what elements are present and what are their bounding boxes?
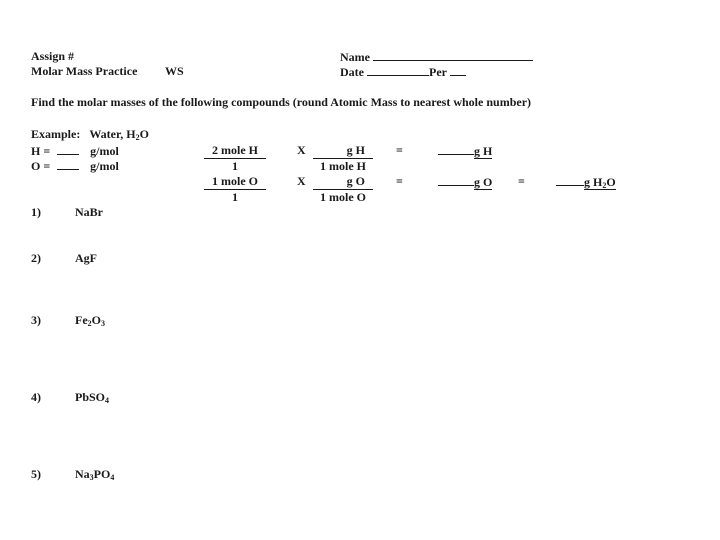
o-conversion-blank[interactable] xyxy=(321,174,347,185)
problem-number: 5) xyxy=(31,467,41,481)
date-field[interactable] xyxy=(340,64,466,80)
problem-item xyxy=(31,467,114,482)
problem-number: 2) xyxy=(31,251,41,265)
h-label: H = xyxy=(31,144,51,158)
example-o-row xyxy=(31,158,119,174)
h-mole-denominator: 1 xyxy=(232,159,238,173)
formula-text: Na xyxy=(75,467,90,481)
problem-formula xyxy=(75,251,97,265)
h-mole-fraction xyxy=(204,143,266,174)
problem-formula xyxy=(75,467,114,481)
formula-subscript: 4 xyxy=(110,473,115,482)
h-equals: = xyxy=(396,143,403,157)
assign-label: Assign # xyxy=(31,49,75,63)
o-unit: g/mol xyxy=(90,159,119,173)
problem-formula xyxy=(75,205,103,219)
problem-item xyxy=(31,205,103,220)
h-mole-numerator: 2 mole H xyxy=(204,143,266,159)
formula-text: AgF xyxy=(75,251,97,265)
example-compound-sub: 2 xyxy=(135,133,140,142)
name-label: Name xyxy=(340,50,370,64)
o-conversion-denominator: 1 mole O xyxy=(320,190,366,204)
problem-formula xyxy=(75,390,109,404)
problem-formula xyxy=(75,313,105,327)
example-compound-tail: O xyxy=(139,127,149,141)
o-label: O = xyxy=(31,159,51,173)
o-mole-fraction xyxy=(204,174,266,205)
h-result-blank[interactable] xyxy=(438,143,474,155)
example-compound-name: Water, H xyxy=(89,127,136,141)
date-blank[interactable] xyxy=(367,64,429,76)
o-equals: = xyxy=(396,174,403,188)
o-mole-numerator: 1 mole O xyxy=(204,174,266,190)
formula-text: NaBr xyxy=(75,205,103,219)
formula-text: O xyxy=(91,313,101,327)
formula-subscript: 3 xyxy=(101,319,105,328)
name-field[interactable] xyxy=(340,49,533,65)
example-word: Example: xyxy=(31,127,81,141)
h-result: g H xyxy=(438,143,492,159)
formula-subscript: 3 xyxy=(89,473,94,482)
o-conversion-numerator: g O xyxy=(313,174,373,190)
worksheet-title: Molar Mass Practice xyxy=(31,64,138,78)
problem-item xyxy=(31,313,105,328)
h-conversion-denominator: 1 mole H xyxy=(320,159,366,173)
o-mole-denominator: 1 xyxy=(232,190,238,204)
example-compound xyxy=(89,127,149,141)
final-result-blank[interactable] xyxy=(556,174,584,186)
h-unit: g/mol xyxy=(90,144,119,158)
o-times: X xyxy=(297,174,306,188)
example-h-row xyxy=(31,143,119,159)
problem-number: 1) xyxy=(31,205,41,219)
h-conversion-blank[interactable] xyxy=(321,143,347,154)
o-conversion-fraction xyxy=(313,174,373,205)
per-label: Per xyxy=(429,65,447,79)
o-mass-blank[interactable] xyxy=(57,158,79,170)
formula-text: Fe xyxy=(75,313,88,327)
h-times: X xyxy=(297,143,306,157)
name-blank[interactable] xyxy=(373,49,533,61)
ws-label: WS xyxy=(165,64,184,78)
instructions: Find the molar masses of the following compounds (round Atomic Mass to nearest whole number) xyxy=(31,95,532,109)
problem-number: 4) xyxy=(31,390,41,404)
h-mass-blank[interactable] xyxy=(57,143,79,155)
problem-item xyxy=(31,251,97,266)
final-result: g $H_2O$ xyxy=(556,174,616,190)
per-blank[interactable] xyxy=(450,64,466,76)
formula-text: PO xyxy=(93,467,111,481)
date-label: Date xyxy=(340,65,364,79)
h-conversion-numerator: g H xyxy=(313,143,373,159)
h-conversion-fraction xyxy=(313,143,373,174)
formula-subscript: 2 xyxy=(87,319,92,328)
final-equals: = xyxy=(518,174,525,188)
example-label xyxy=(31,127,149,142)
o-result: g O xyxy=(438,174,492,190)
problem-item xyxy=(31,390,109,405)
formula-text: PbSO xyxy=(75,390,106,404)
o-result-blank[interactable] xyxy=(438,174,474,186)
problem-number: 3) xyxy=(31,313,41,327)
formula-subscript: 4 xyxy=(105,396,110,405)
